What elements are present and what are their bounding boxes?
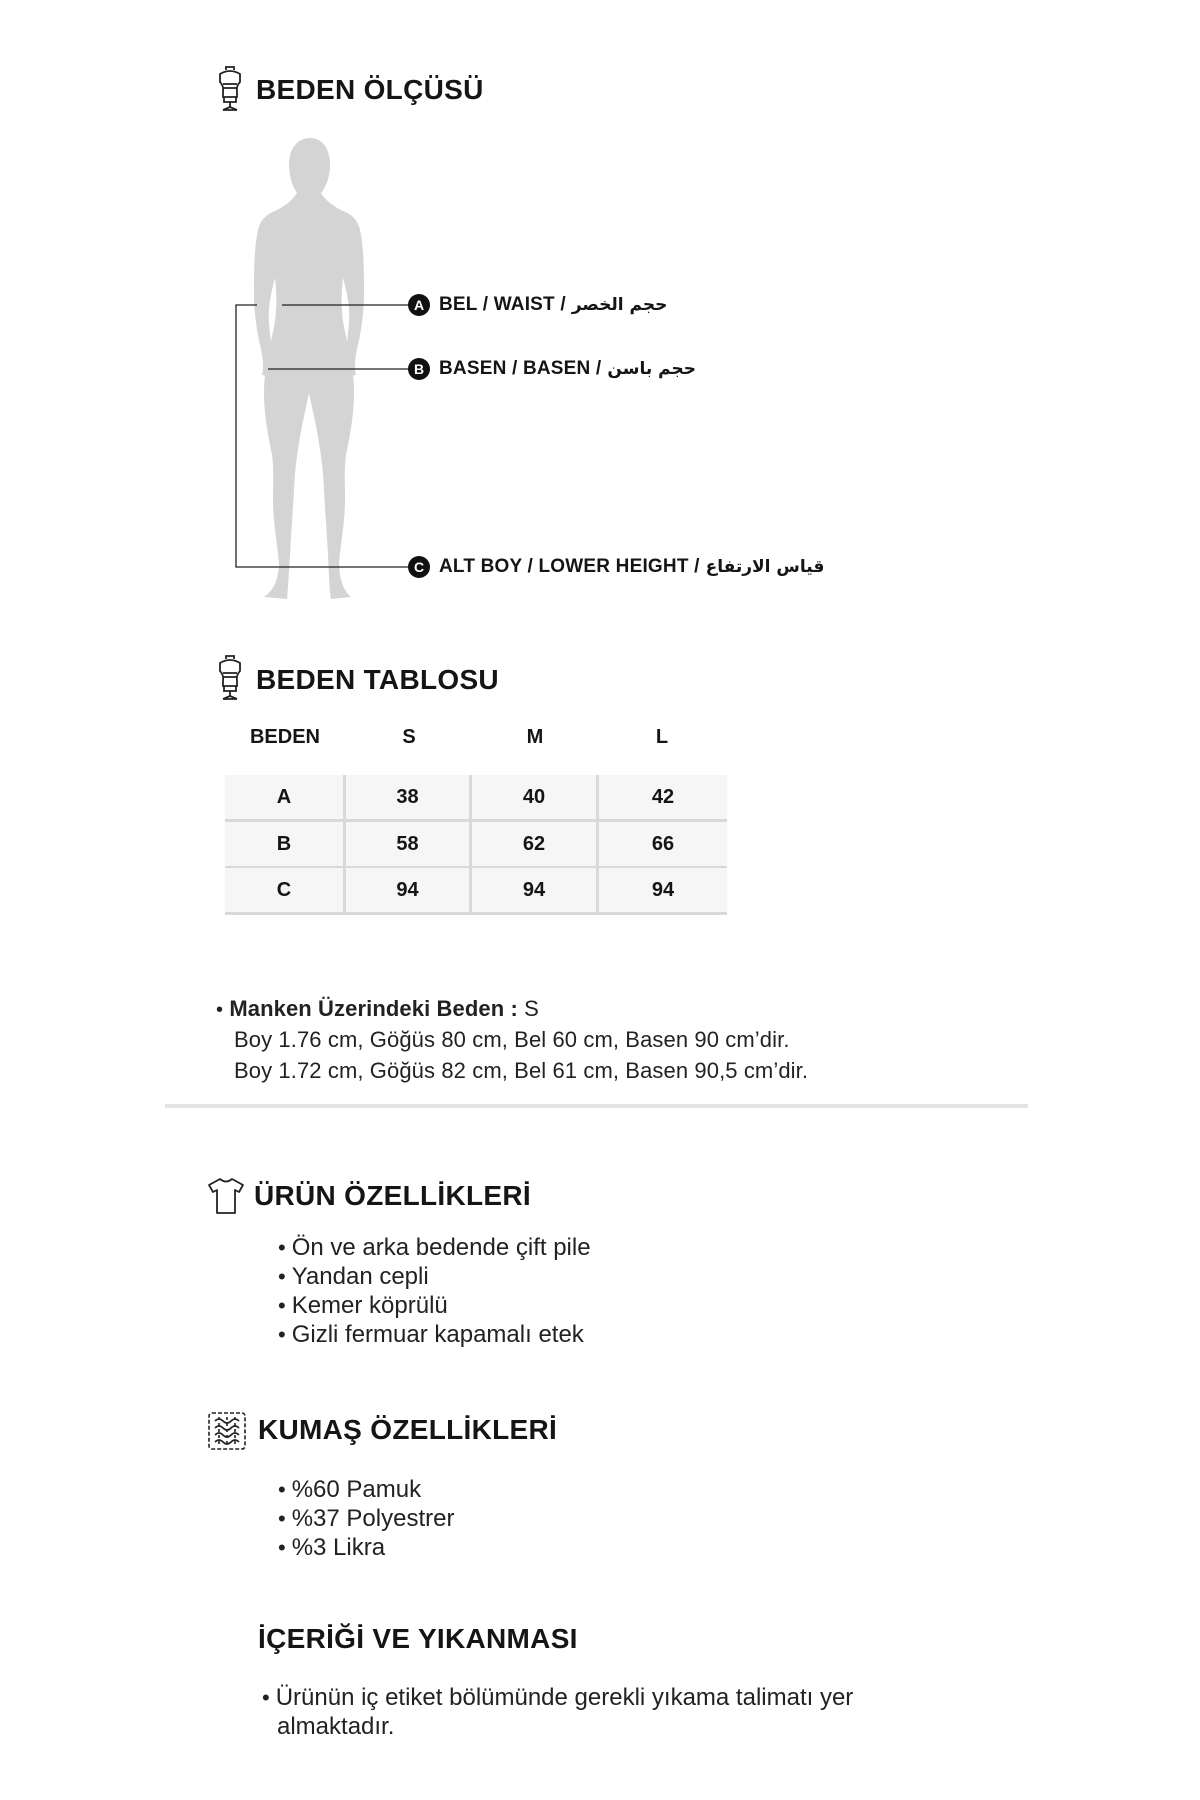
model-info-line: • Manken Üzerindeki Beden : S	[216, 996, 539, 1021]
measure-key-badge: A	[408, 294, 430, 316]
care-text: Ürünün iç etiket bölümünde gerekli yıkama talimatı yer	[275, 1684, 854, 1711]
list-item: • Ön ve arka bedende çift pile	[278, 1233, 591, 1262]
list-item: • %37 Polyestrer	[278, 1504, 454, 1533]
table-row	[225, 775, 727, 822]
care-line	[262, 1712, 853, 1741]
fabric-pattern-icon	[207, 1411, 247, 1451]
product-features-list	[278, 1233, 591, 1349]
table-cell: A	[225, 775, 346, 819]
fabric-features-list	[278, 1475, 454, 1562]
tshirt-icon	[207, 1177, 245, 1215]
table-cell: 38	[346, 775, 472, 819]
care-list	[262, 1683, 853, 1741]
size-table-title: BEDEN TABLOSU	[256, 664, 499, 695]
size-header-m: M	[526, 726, 544, 748]
measure-label-waist	[408, 291, 667, 319]
section-divider	[165, 1104, 1028, 1108]
measure-label-arabic: حجم باسن	[607, 359, 696, 379]
table-cell: 42	[651, 785, 675, 808]
fabric-features-title: KUMAŞ ÖZELLİKLERİ	[258, 1414, 558, 1445]
care-line: • Ürünün iç etiket bölümünde gerekli yıkama talimatı yer	[262, 1684, 854, 1711]
table-cell: 58	[346, 822, 472, 866]
size-header-l: L	[655, 726, 669, 748]
model-info-measurements: Boy 1.72 cm, Göğüs 82 cm, Bel 61 cm, Basen 90,5 cm’dir.	[234, 1058, 809, 1083]
product-features-title: ÜRÜN ÖZELLİKLERİ	[254, 1180, 532, 1211]
size-header-beden: BEDEN	[249, 726, 320, 748]
care-title: İÇERİĞİ VE YIKANMASI	[258, 1623, 578, 1654]
measure-label-lower-height	[408, 553, 824, 581]
table-row	[225, 822, 727, 869]
measure-key-badge: C	[408, 556, 430, 578]
measure-label-text: BEL / WAIST /	[439, 294, 566, 315]
table-cell: C	[225, 868, 346, 912]
list-item: • Kemer köprülü	[278, 1291, 591, 1320]
table-cell: 94	[472, 868, 599, 912]
model-info-label: Manken Üzerindeki Beden :	[229, 996, 518, 1021]
table-row	[225, 868, 727, 915]
mannequin-icon	[214, 66, 246, 112]
model-info-measurements: Boy 1.76 cm, Göğüs 80 cm, Bel 60 cm, Basen 90 cm’dir.	[234, 1027, 790, 1052]
model-info-size: S	[524, 996, 539, 1021]
table-cell: B	[225, 822, 346, 866]
care-text: almaktadır.	[277, 1713, 395, 1740]
measure-label-text: ALT BOY / LOWER HEIGHT /	[439, 556, 700, 577]
table-cell: 62	[472, 822, 599, 866]
list-item: • Gizli fermuar kapamalı etek	[278, 1320, 591, 1349]
measure-label-arabic: قياس الارتفاع	[705, 557, 825, 577]
measure-label-text: BASEN / BASEN /	[439, 358, 602, 379]
measure-label-arabic: حجم الخصر	[571, 295, 668, 315]
size-header-s: S	[402, 726, 416, 748]
measurement-lines	[230, 295, 420, 580]
list-item: • %3 Likra	[278, 1533, 454, 1562]
mannequin-icon	[214, 655, 246, 701]
measure-label-hip	[408, 355, 696, 383]
table-cell: 94	[651, 878, 675, 901]
measure-section-title: BEDEN ÖLÇÜSÜ	[256, 74, 484, 105]
list-item: • %60 Pamuk	[278, 1475, 454, 1504]
table-cell: 40	[472, 775, 599, 819]
table-cell: 66	[651, 832, 675, 855]
table-cell: 94	[346, 868, 472, 912]
measure-key-badge: B	[408, 358, 430, 380]
list-item: • Yandan cepli	[278, 1262, 591, 1291]
